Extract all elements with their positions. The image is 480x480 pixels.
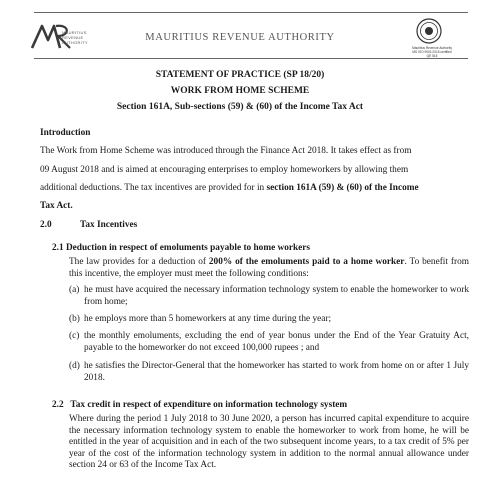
intro-line-2: 09 August 2018 and is aimed at encouraging enterprises to employ homeworkers by allowing them (40, 165, 409, 175)
scheme-title: WORK FROM HOME SCHEME (170, 86, 310, 96)
condition-text: he must have acquired the necessary information technology system to enable the homeworker to work from home; (84, 285, 469, 307)
section-title: Tax Incentives (80, 220, 138, 230)
intro-line-1: The Work from Home Scheme was introduced through the Finance Act 2018. It takes effect as from (40, 146, 412, 156)
section-number: 2.0 (40, 220, 52, 230)
condition-item (69, 314, 469, 326)
statement-title: STATEMENT OF PRACTICE (SP 18/20) (155, 70, 325, 80)
logo-wordmark: MAURITIUS REVENUE AUTHORITY (62, 30, 88, 45)
subsection-2-1-heading: 2.1 Deduction in respect of emoluments payable to home workers (52, 243, 311, 253)
condition-item (69, 285, 469, 308)
certification-seal-icon (416, 18, 442, 44)
section-reference: Section 161A, Sub-sections (59) & (60) of the Income Tax Act (116, 102, 364, 112)
condition-label: (b) (69, 314, 80, 324)
condition-item (69, 361, 469, 384)
condition-item (69, 331, 469, 354)
organization-name: MAURITIUS REVENUE AUTHORITY (145, 32, 335, 43)
header-bottom-rule (34, 58, 468, 59)
condition-text: he employs more than 5 homeworkers at any time during the year; (84, 314, 332, 324)
intro-line-4: Tax Act. (40, 201, 73, 211)
header-top-rule (34, 12, 468, 13)
condition-text: he satisfies the Director-General that the homeworker has started to work from home on or after 1 July 2018. (84, 361, 469, 383)
seal-caption: Mauritius Revenue Authority MS ISO 9001:2015 certified QE 515 (412, 46, 452, 58)
intro-line-3: additional deductions. The tax incentives are provided for in section 161A (59) & (60) of the Income (40, 183, 419, 193)
subsection-2-2-paragraph: Where during the period 1 July 2018 to 30 June 2020, a person has incurred capital expenditure to acquire the necessary information technology system to enable the homeworker to work from home, he will be entitled in the year of acquisition and in each of the two subsequent income years, to a tax credit of 5% per year of the cost of the information technology system in addition to the normal annual allowance under section 24 or 63 of the Income Tax Act. (69, 414, 469, 470)
subsection-2-1-paragraph: The law provides for a deduction of 200% of the emoluments paid to a home worker. To benefit from this incentive, the employer must meet the following conditions: (69, 257, 469, 279)
condition-label: (d) (69, 361, 80, 371)
condition-label: (a) (69, 285, 80, 295)
subsection-2-2-heading: 2.2 Tax credit in respect of expenditure on information technology system (52, 400, 348, 410)
condition-label: (c) (69, 331, 80, 341)
introduction-heading: Introduction (40, 128, 91, 138)
condition-text: the monthly emoluments, excluding the end of year bonus under the End of the Year Gratuity Act, payable to the homeworker do not exceed 100,000 rupees ; and (84, 331, 469, 353)
